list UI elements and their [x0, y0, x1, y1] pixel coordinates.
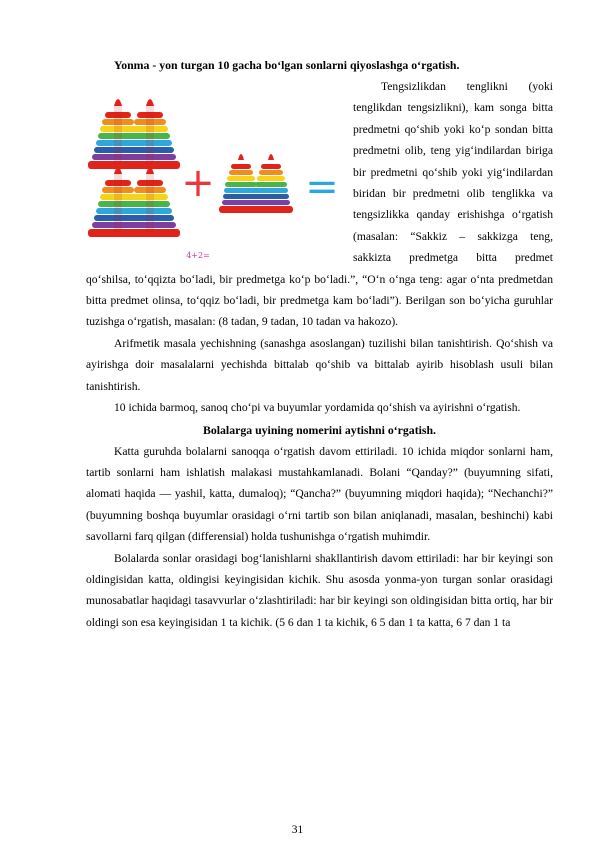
paragraph-1: Tengsizlikdan tenglikni (yoki tenglikdan tengsizlikni), kam songa bitta predmetni qo‘shib yoki ko‘p sondan bitta predmetni olib, teng yig‘indilardan biriga bir predmetni qo‘shib yoki yig‘indilardan biridan bir predmetni olib tenglikka va tengsizlikka qanday erishishga o‘rgatish (masalan: “Sakkiz – sakkizga teng, sakkizta predmetga bitta predmet qo‘shilsa, to‘qqizta bo‘ladi, bir predmetga ko‘p bo‘ladi.”, “O‘n o‘nga teng: agar o‘nta predmetdan bitta predmet olinsa, to‘qqiz bo‘ladi, bir predmetga kam bo‘ladi”). Berilgan son bo‘yicha guruhlar tuzishga o‘rgatish, masalan: (8 tadan, 9 tadan, 10 tadan va hakozo). — [86, 80, 553, 329]
page-number: 31 — [291, 824, 304, 836]
plus-sign: + — [181, 160, 215, 206]
pyramid-toys-figure — [86, 78, 351, 262]
heading-house-number: Bolalarga uyining nomerini aytishni o‘rgatish. — [202, 422, 437, 437]
pyramid-toy-6 — [249, 154, 293, 213]
paragraph-2: Arifmetik masala yechishning (sanashga asoslangan) tuzilishi bilan tanishtirish. Qo‘shish va ayirishga doir masalalarni yechishda bittalab qo‘shib va bittalab ayirib hisoblash usuli bilan tanishtirish. — [86, 336, 553, 393]
paragraph-5: Bolalarda sonlar orasidagi bog‘lanishlarni shakllantirish davom ettiriladi: har bir keyingi son oldingisidan katta, oldingisi keyingisidan kichik. Shu asosda yonma-yon turgan sonlar orasidagi munosabatlar haqidagi tasavvurlar o‘zlashtiriladi: har bir keyingi son oldingisidan bitta ortiq, har bir oldingi son esa keyingisidan 1 ta kichik. (5 6 dan 1 ta kichik, 6 5 dan 1 ta katta, 6 7 dan 1 ta — [86, 551, 553, 629]
pyramid-illustration — [86, 78, 351, 262]
paragraph-4: Katta guruhda bolalarni sanoqqa o‘rgatish davom ettiriladi. 10 ichida miqdor sonlarni ham, tartib sonlarni ham ishlatish malakasi mustahkamlanadi. Bolani “Qanday?” (buyumning sifati, alomati haqida — yashil, katta, dumaloq); “Qancha?” (buyumning miqdori haqida); “Nechanchi?” (buyumning boshqa buyumlar orasidagi o‘rni tartib son bilan aniqlanadi, masalan, beshinchi) kabi savollarni farq qilgan (differensial) holda tushunishga o‘rgatish muhimdir. — [86, 444, 553, 544]
page-content — [86, 54, 553, 633]
figure-caption: 4+2= — [186, 251, 210, 260]
heading-consecutive-numbers: Yonma - yon turgan 10 gacha bo‘lgan sonlarni qiyoslashga o‘rgatish. — [114, 58, 460, 72]
equals-sign: = — [305, 164, 339, 210]
paragraph-3: 10 ichida barmoq, sanoq cho‘pi va buyumlar yordamida qo‘shish va ayirishni o‘rgatish. — [114, 401, 521, 415]
